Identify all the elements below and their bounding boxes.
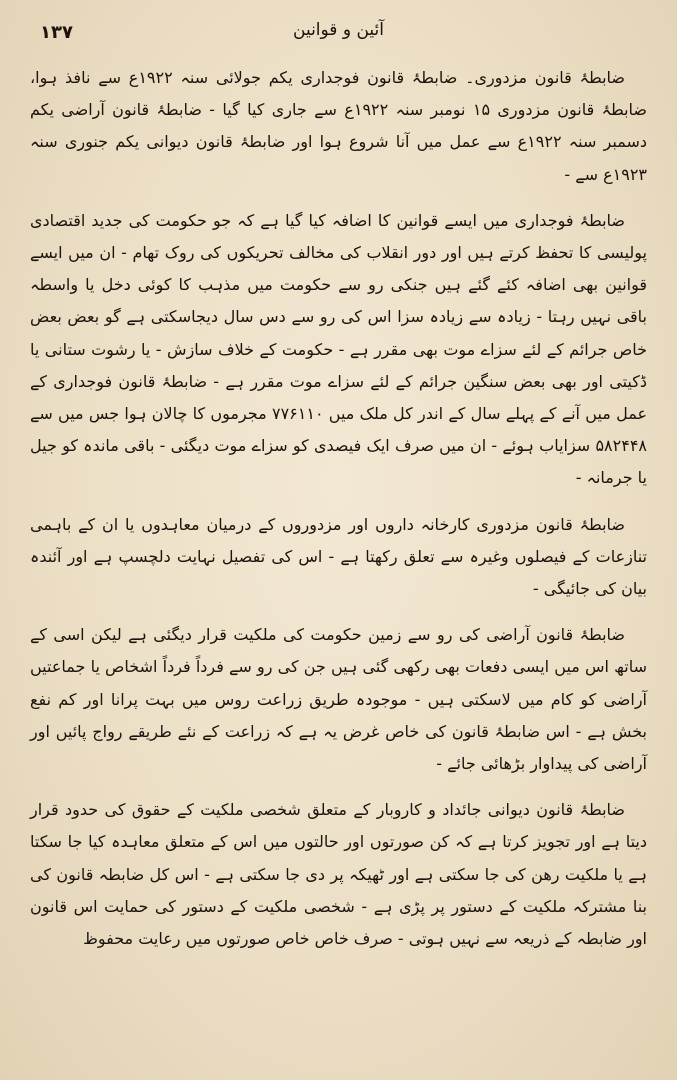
paragraph-land-code: ضابطۂ قانون آراضی کی رو سے زمین حکومت کی ملکیت قرار دیگئی ہے لیکن اسی کے ساتھ اس میں ایسی دفعات بھی رکھی گئی ہیں جن کی رو سے فرداً فرداً اشخاص یا جماعتیں آراضی کو کام میں لاسکتی ہیں - موجودہ طریق زراعت روس میں بہت پرانا اور کم نفع بخش ہے - اس ضابطۂ قانون کی خاص غرض یہ ہے کہ زراعت کے نئے طریقے رواج پائیں اور آراضی کی پیداوار بڑھائی جائے -	[30, 625, 647, 774]
running-title: آئین و قوانین	[293, 20, 384, 40]
paragraph-labor-disputes: ضابطۂ قانون مزدوری کارخانہ داروں اور مزدوروں کے درمیان معاہدوں یا ان کے باہمی تنازعات کے فیصلوں وغیرہ سے تعلق رکھتا ہے - اس کی تفصیل نہایت دلچسپ ہے اور آئندہ بیان کی جائیگی -	[30, 514, 647, 599]
page-number: ۱۳۷	[40, 22, 73, 43]
paragraph-criminal-code: ضابطۂ فوجداری میں ایسے قوانین کا اضافہ کیا گیا ہے کہ جو حکومت کی جدید اقتصادی پولیسی کا تحفظ کرتے ہیں اور دور انقلاب کی مخالف تحریکوں کی روک تھام - ان میں ایسے قوانین بھی اضافہ کئے گئے ہیں جنکی رو سے حکومت میں مذہب کا کوئی دخل یا واسطہ باقی نہیں رہتا - زیادہ سے زیادہ سزا اس کی رو سے دس سال دیجاسکتی ہے گو بعض بعض خاص جرائم کے لئے سزاے موت بھی مقرر ہے - حکومت کے خلاف سازش - یا رشوت ستانی یا ڈکیتی اور بھی بعض سنگین جرائم کے لئے سزاے موت مقرر ہے - ضابطۂ قانون فوجداری کے عمل میں آنے کے پہلے سال کے اندر کل ملک میں ۷۷۶۱۱۰ مجرموں کا چالان ہوا جس میں سے ۵۸۲۴۴۸ سزایاب ہوئے - ان میں صرف ایک فیصدی کو سزاے موت دیگئی - باقی ماندہ کو جیل یا جرمانہ -	[30, 210, 648, 488]
page-header	[40, 18, 637, 50]
paragraph-labor-code: ضابطۂ قانون مزدوری۔ ضابطۂ قانون فوجداری یکم جولائی سنہ ۱۹۲۲ع سے نافذ ہوا، ضابطۂ قانون مزدوری ۱۵ نومبر سنہ ۱۹۲۲ع سے جاری کیا گیا - ضابطۂ قانون آراضی یکم دسمبر سنہ ۱۹۲۲ع سے عمل میں آنا شروع ہوا اور ضابطۂ قانون دیوانی یکم جنوری سنہ ۱۹۲۳ع سے -	[30, 68, 648, 184]
paragraph-civil-code: ضابطۂ قانون دیوانی جائداد و کاروبار کے متعلق شخصی ملکیت کے حقوق کی حدود قرار دیتا ہے اور تجویز کرتا ہے کہ کن صورتوں اور حالتوں میں اس کے متعلق معاہدہ کیا جا سکتا ہے یا ملکیت رھن کی جا سکتی ہے اور ٹھیکہ پر دی جا سکتی ہے - اس کل ضابطہ قانون کی بنا مشترکہ ملکیت کے دستور پر پڑی ہے - شخصی ملکیت کے دستور کی حمایت اس قانون اور ضابطہ کے ذریعہ سے نہیں ہوتی - صرف خاص خاص صورتوں میں رعایت محفوظ	[30, 800, 647, 949]
body-text	[30, 62, 647, 1056]
